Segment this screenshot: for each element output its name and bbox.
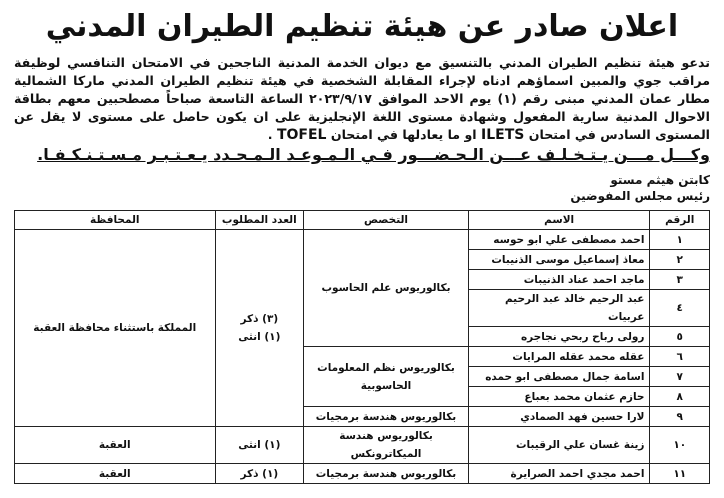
tofel-term: TOFEL xyxy=(276,127,327,143)
row-num: ١٠ xyxy=(650,427,710,464)
announcement-title: اعلان صادر عن هيئة تنظيم الطيران المدني xyxy=(45,9,679,44)
spec-mechatronics: بكالوريوس هندسة الميكاترونكس xyxy=(304,427,469,464)
body-line-4-part-1: الإنجليزية على ان يكون حاصل على مستوى لا يقل عن المستوى السادس في امتحان xyxy=(14,109,710,142)
row-name: ماجد احمد عناد الذنيبات xyxy=(468,270,650,290)
row-name: لارا حسين فهد الصمادي xyxy=(468,407,650,427)
body-line-4-end: . xyxy=(267,127,277,142)
announcement-body xyxy=(14,54,710,144)
table-row xyxy=(15,427,710,464)
absence-warning: وكـــل مـــن يـتـخـلـف عـــن الـحـضـــور فـي الـمـوعـد الـمـحـدد يـعـتـبـر مـسـتـنـكـفـا. xyxy=(37,145,710,164)
row-name: معاذ إسماعيل موسى الذنيبات xyxy=(468,250,650,270)
count-group-female: (١) انثى xyxy=(238,331,281,343)
spec-software-engineering-2: بكالوريوس هندسة برمجيات xyxy=(304,464,469,484)
body-line-3: يوم الاحد الموافق ٢٠٢٣/٩/١٧ الساعة التاسعة صباحاً مصطحبين معهم بطاقة الاحوال المدنية سارية المفعول وشهادة مستوى اللغة xyxy=(14,91,711,124)
row-name: رولى رباح ربحي نجاجره xyxy=(468,327,650,347)
signatory-role: رئيس مجلس المفوضين xyxy=(570,189,710,203)
header-gov: المحافظة xyxy=(15,211,216,230)
row-num: ٤ xyxy=(650,290,710,327)
row-name: اسامة جمال مصطفى ابو حمده xyxy=(468,367,650,387)
table-row xyxy=(15,464,710,484)
body-line-1: تدعو هيئة تنظيم الطيران المدني بالتنسيق مع ديوان الخدمة المدنية الناجحين في الامتحان التنافسي لوظيفة مراقب جوي xyxy=(14,55,710,88)
count-row-11: (١) ذكر xyxy=(215,464,304,484)
header-spec: التخصص xyxy=(304,211,469,230)
count-row-10: (١) انثى xyxy=(215,427,304,464)
row-num: ١ xyxy=(650,230,710,250)
row-name: عبد الرحيم خالد عبد الرحيم عربيات xyxy=(468,290,650,327)
table-row xyxy=(15,230,710,250)
count-group-male: (٣) ذكر xyxy=(240,313,279,325)
candidates-table xyxy=(14,210,710,484)
row-num: ٦ xyxy=(650,347,710,367)
spec-information-systems: بكالوريوس نظم المعلومات الحاسوبية xyxy=(304,347,469,407)
body-line-4-part-2: او ما يعادلها في امتحان xyxy=(326,127,482,142)
header-name: الاسم xyxy=(468,211,650,230)
row-name: احمد مصطفى علي ابو حوسه xyxy=(468,230,650,250)
row-name: زينة غسان علي الرقيبات xyxy=(468,427,650,464)
spec-computer-science: بكالوريوس علم الحاسوب xyxy=(304,230,469,347)
spec-software-engineering: بكالوريوس هندسة برمجيات xyxy=(304,407,469,427)
ilets-term: ILETS xyxy=(481,127,525,143)
row-num: ٢ xyxy=(650,250,710,270)
row-num: ٩ xyxy=(650,407,710,427)
gov-row-11: العقبة xyxy=(15,464,216,484)
signature-block xyxy=(14,172,710,204)
header-count: العدد المطلوب xyxy=(215,211,304,230)
header-num: الرقم xyxy=(650,211,710,230)
row-name: عقله محمد عقله المرايات xyxy=(468,347,650,367)
row-num: ٨ xyxy=(650,387,710,407)
row-num: ٣ xyxy=(650,270,710,290)
row-name: احمد مجدي احمد الصرايرة xyxy=(468,464,650,484)
row-num: ٥ xyxy=(650,327,710,347)
table-header-row xyxy=(15,211,710,230)
gov-group: المملكة باستثناء محافظة العقبة xyxy=(15,230,216,427)
row-num: ٧ xyxy=(650,367,710,387)
signatory-name: كابتن هيثم مستو xyxy=(610,173,710,187)
count-group xyxy=(215,230,304,427)
gov-row-10: العقبة xyxy=(15,427,216,464)
row-name: حازم عثمان محمد بعباع xyxy=(468,387,650,407)
body-line-2: والمبين اسماؤهم ادناه لإجراء المقابلة الشخصية في هيئة تنظيم الطيران المدني ماركا الشمالية مطار عمان المدني مبنى رقم (١) xyxy=(14,73,711,106)
row-num: ١١ xyxy=(650,464,710,484)
